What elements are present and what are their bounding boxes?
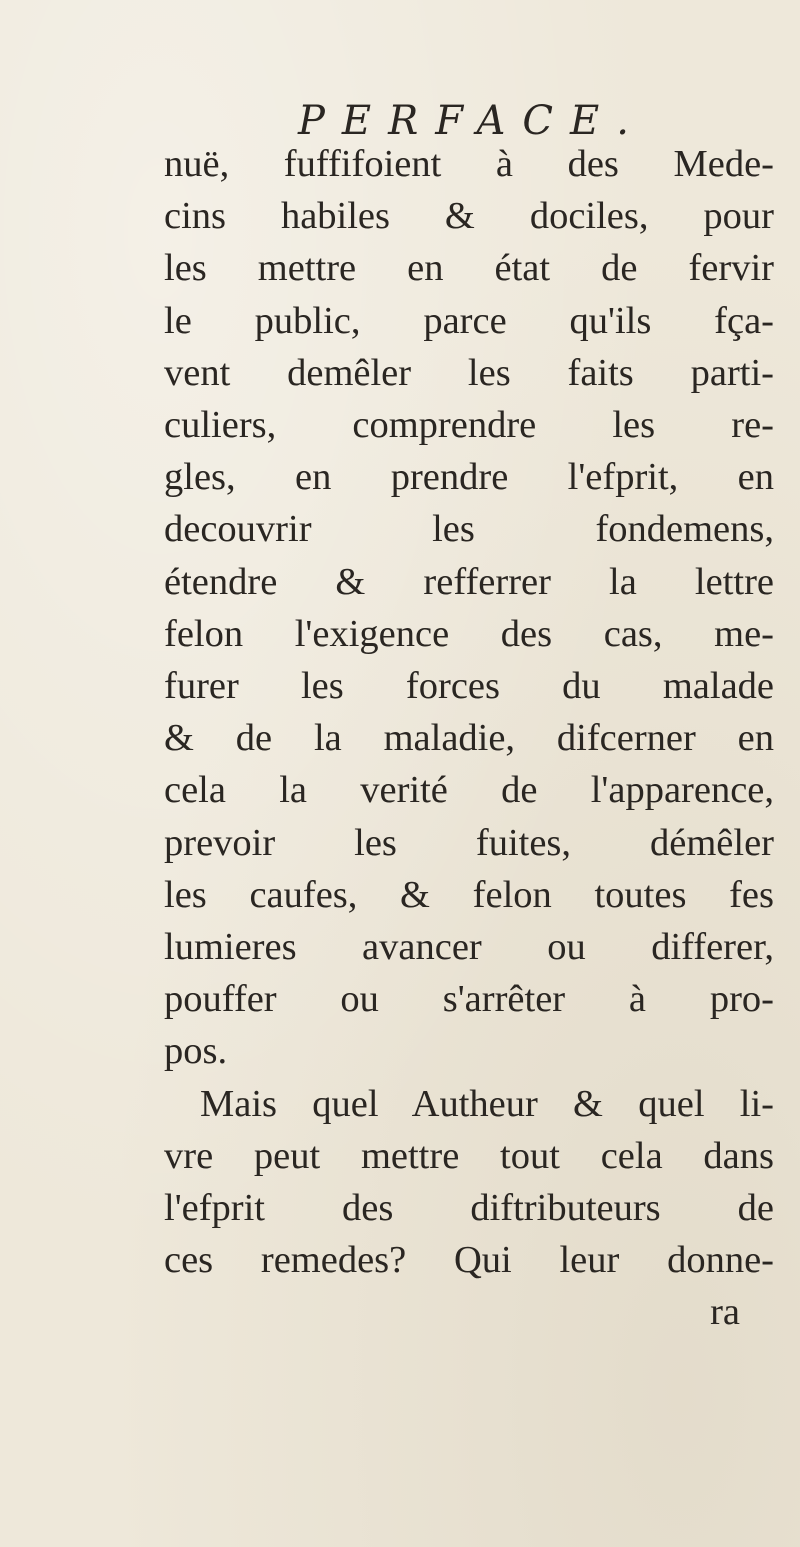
text-line: le public, parce qu'ils fça- <box>164 299 774 342</box>
text-line: felon l'exigence des cas, me- <box>164 612 774 655</box>
text-line: l'efprit des diftributeurs de <box>164 1187 774 1230</box>
paragraph-start-line: Mais quel Autheur & quel li- <box>200 1082 774 1125</box>
text-line: ces remedes? Qui leur donne- <box>164 1239 774 1282</box>
catchword: ra <box>710 1291 740 1334</box>
text-line: étendre & refferrer la lettre <box>164 560 774 603</box>
running-header: PERFACE. <box>298 98 646 144</box>
text-line: lumieres avancer ou differer, <box>164 926 774 969</box>
text-line: les mettre en état de fervir <box>164 247 774 290</box>
text-line: gles, en prendre l'efprit, en <box>164 456 774 499</box>
text-line: vent demêler les faits parti- <box>164 351 774 394</box>
text-line: culiers, comprendre les re- <box>164 404 774 447</box>
text-line: cela la verité de l'apparence, <box>164 769 774 812</box>
text-line: pos. <box>164 1030 228 1073</box>
text-line: vre peut mettre tout cela dans <box>164 1134 774 1177</box>
text-line: nuë, fuffifoient à des Mede- <box>164 143 774 185</box>
text-line: decouvrir les fondemens, <box>164 508 774 551</box>
text-line: prevoir les fuites, démêler <box>164 821 774 864</box>
text-line: furer les forces du malade <box>164 665 774 708</box>
body-text <box>164 138 774 1339</box>
text-line: & de la maladie, difcerner en <box>164 717 774 760</box>
text-line: les caufes, & felon toutes fes <box>164 873 774 916</box>
text-line: pouffer ou s'arrêter à pro- <box>164 978 774 1021</box>
text-line: cins habiles & dociles, pour <box>164 195 774 238</box>
